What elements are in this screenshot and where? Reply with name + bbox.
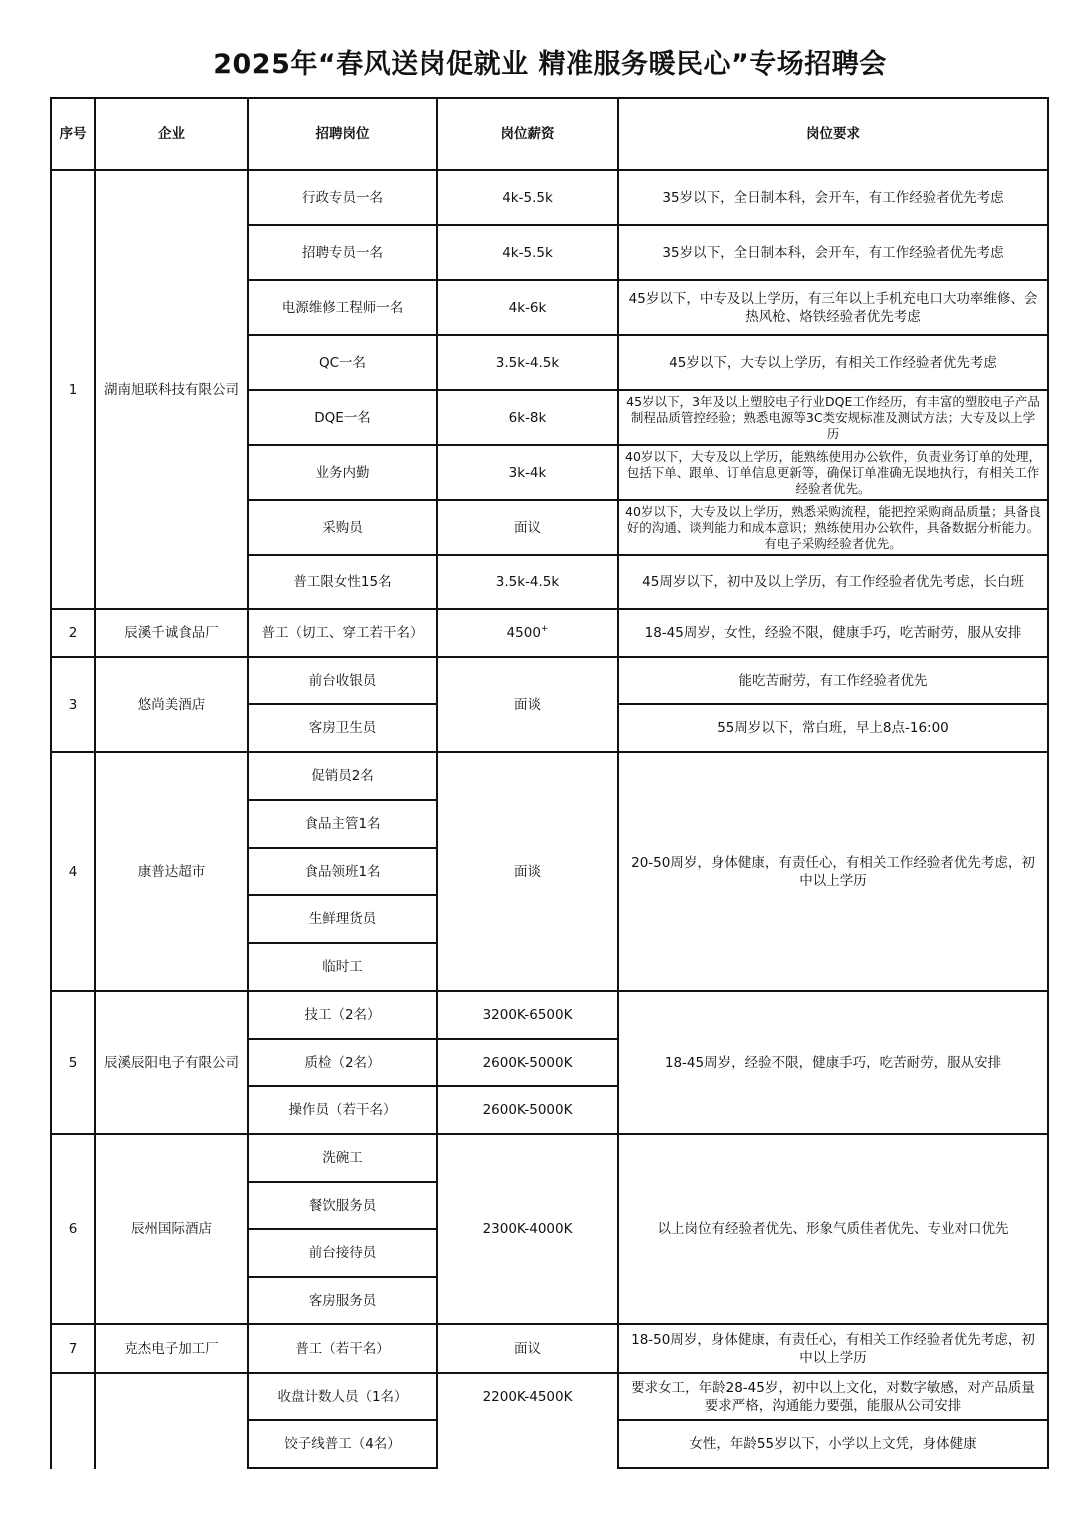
position-cell: 操作员（若干名）: [288, 1102, 397, 1118]
position-cell: 普工限女性15名: [293, 574, 392, 590]
salary-cell: 2200K-4500K: [482, 1388, 573, 1405]
requirement-cell: 45岁以下，3年及以上塑胶电子行业DQE工作经历，有丰富的塑胶电子产品制程品质管控经验；熟悉电源等3C类安规标准及测试方法；大专及以上学历: [626, 393, 1040, 441]
requirement-cell: 35岁以下，全日制本科，会开车，有工作经验者优先考虑: [662, 244, 1004, 261]
position-cell: 生鲜理货员: [308, 911, 377, 927]
row-number: 5: [68, 1054, 78, 1071]
requirement-cell: 20-50周岁，身体健康，有责任心，有相关工作经验者优先考虑，初中以上学历: [631, 854, 1035, 889]
position-cell: 客房卫生员: [308, 720, 377, 736]
company-name: 克杰电子加工厂: [124, 1340, 219, 1357]
company-name: 康普达超市: [137, 863, 206, 880]
row-number: 4: [68, 863, 78, 880]
salary-cell: 3.5k-4.5k: [495, 574, 560, 590]
position-cell: 技工（2名）: [304, 1007, 381, 1023]
salary-plus-mark: +: [540, 624, 549, 634]
position-cell: 临时工: [322, 959, 363, 975]
header-position: 招聘岗位: [315, 126, 370, 142]
salary-cell: 4k-6k: [508, 299, 547, 316]
position-cell: 质检（2名）: [304, 1054, 381, 1071]
position-cell: 行政专员一名: [302, 189, 383, 206]
header-company: 企业: [158, 126, 185, 142]
position-cell: 收盘计数人员（1名）: [277, 1388, 408, 1405]
position-cell: 洗碗工: [322, 1150, 363, 1166]
row-number: 7: [68, 1340, 78, 1357]
company-name: 悠尚美酒店: [137, 696, 206, 713]
position-cell: QC一名: [318, 354, 367, 371]
salary-cell: 4k-5.5k: [502, 244, 553, 261]
position-cell: 餐饮服务员: [308, 1197, 377, 1214]
header-no: 序号: [59, 126, 87, 142]
table-border-right: [1047, 97, 1049, 1469]
company-name: 湖南旭联科技有限公司: [104, 381, 239, 398]
position-cell: 食品领班1名: [304, 863, 381, 880]
company-name: 辰溪辰阳电子有限公司: [104, 1054, 239, 1071]
requirement-cell: 要求女工，年龄28-45岁，初中以上文化，对数字敏感，对产品质量要求严格，沟通能力要强，能服从公司安排: [631, 1379, 1035, 1414]
salary-cell: 面谈: [514, 696, 541, 713]
salary-cell: 3.5k-4.5k: [495, 354, 560, 371]
salary-cell: [438, 610, 617, 656]
requirement-cell: 以上岗位有经验者优先、形象气质佳者优先、专业对口优先: [657, 1221, 1009, 1237]
position-cell: 前台接待员: [308, 1245, 377, 1261]
salary-cell: 面谈: [514, 863, 541, 880]
position-cell: 业务内勤: [315, 464, 370, 481]
requirement-cell: 18-45周岁，女性，经验不限，健康手巧，吃苦耐劳，服从安排: [644, 625, 1022, 641]
row-number: 3: [68, 696, 78, 713]
requirement-cell: 女性，年龄55岁以下，小学以上文凭，身体健康: [689, 1436, 977, 1452]
position-cell: 普工（若干名）: [295, 1340, 390, 1357]
row-number: 2: [68, 625, 78, 641]
salary-cell: 4k-5.5k: [502, 189, 553, 206]
salary-cell: 2600K-5000K: [482, 1102, 573, 1118]
row-number: 6: [68, 1221, 78, 1237]
salary-cell: 3200K-6500K: [482, 1007, 573, 1023]
page-title: 2025年“春风送岗促就业 精准服务暖民心”专场招聘会: [213, 49, 887, 80]
position-cell: 电源维修工程师一名: [281, 299, 404, 316]
position-cell: 客房服务员: [308, 1292, 377, 1309]
row-divider: [247, 1467, 438, 1469]
company-name: 辰溪千诚食品厂: [124, 625, 219, 641]
position-cell: 采购员: [322, 519, 363, 536]
position-cell: 前台收银员: [308, 672, 377, 689]
salary-value: 4500: [506, 625, 541, 641]
requirement-cell: 35岁以下，全日制本科，会开车，有工作经验者优先考虑: [662, 189, 1004, 206]
requirement-cell: 45周岁以下，初中及以上学历，有工作经验者优先考虑，长白班: [642, 574, 1024, 590]
position-cell: 饺子线普工（4名）: [284, 1436, 401, 1452]
salary-cell: 6k-8k: [508, 409, 547, 426]
requirement-cell: 18-45周岁，经验不限，健康手巧，吃苦耐劳，服从安排: [664, 1054, 1002, 1071]
requirement-cell: 40岁以下，大专及以上学历，熟悉采购流程，能把控采购商品质量；具备良好的沟通、谈判能力和成本意识；熟练使用办公软件，具备数据分析能力。有电子采购经验者优先。: [625, 503, 1041, 551]
requirement-cell: 40岁以下，大专及以上学历，能熟练使用办公软件，负责业务订单的处理，包括下单、跟单、订单信息更新等，确保订单准确无误地执行，有相关工作经验者优先。: [625, 448, 1041, 496]
salary-cell: 面议: [514, 1340, 541, 1357]
position-cell: 食品主管1名: [304, 816, 381, 832]
position-cell: DQE一名: [314, 409, 371, 426]
salary-cell: 2600K-5000K: [482, 1054, 573, 1071]
requirement-cell: 18-50周岁，身体健康，有责任心，有相关工作经验者优先考虑，初中以上学历: [631, 1331, 1035, 1366]
header-salary: 岗位薪资: [500, 126, 555, 142]
position-cell: 促销员2名: [311, 768, 374, 784]
position-cell: 普工（切工、穿工若干名）: [261, 625, 424, 641]
row-number: 1: [68, 381, 78, 398]
header-requirement: 岗位要求: [806, 126, 860, 142]
salary-cell: 面议: [514, 519, 541, 536]
requirement-cell: 45岁以下，中专及以上学历，有三年以上手机充电口大功率维修、会热风枪、烙铁经验者优先考虑: [628, 290, 1038, 325]
requirement-cell: 55周岁以下，常白班，早上8点-16:00: [717, 720, 949, 736]
requirement-cell: 能吃苦耐劳，有工作经验者优先: [738, 672, 928, 689]
row-divider: [617, 1467, 1049, 1469]
position-cell: 招聘专员一名: [302, 244, 383, 261]
salary-cell: 3k-4k: [508, 464, 547, 481]
company-name: 辰州国际酒店: [131, 1221, 212, 1237]
salary-cell: 2300K-4000K: [482, 1221, 573, 1237]
requirement-cell: 45岁以下，大专以上学历，有相关工作经验者优先考虑: [669, 354, 997, 371]
